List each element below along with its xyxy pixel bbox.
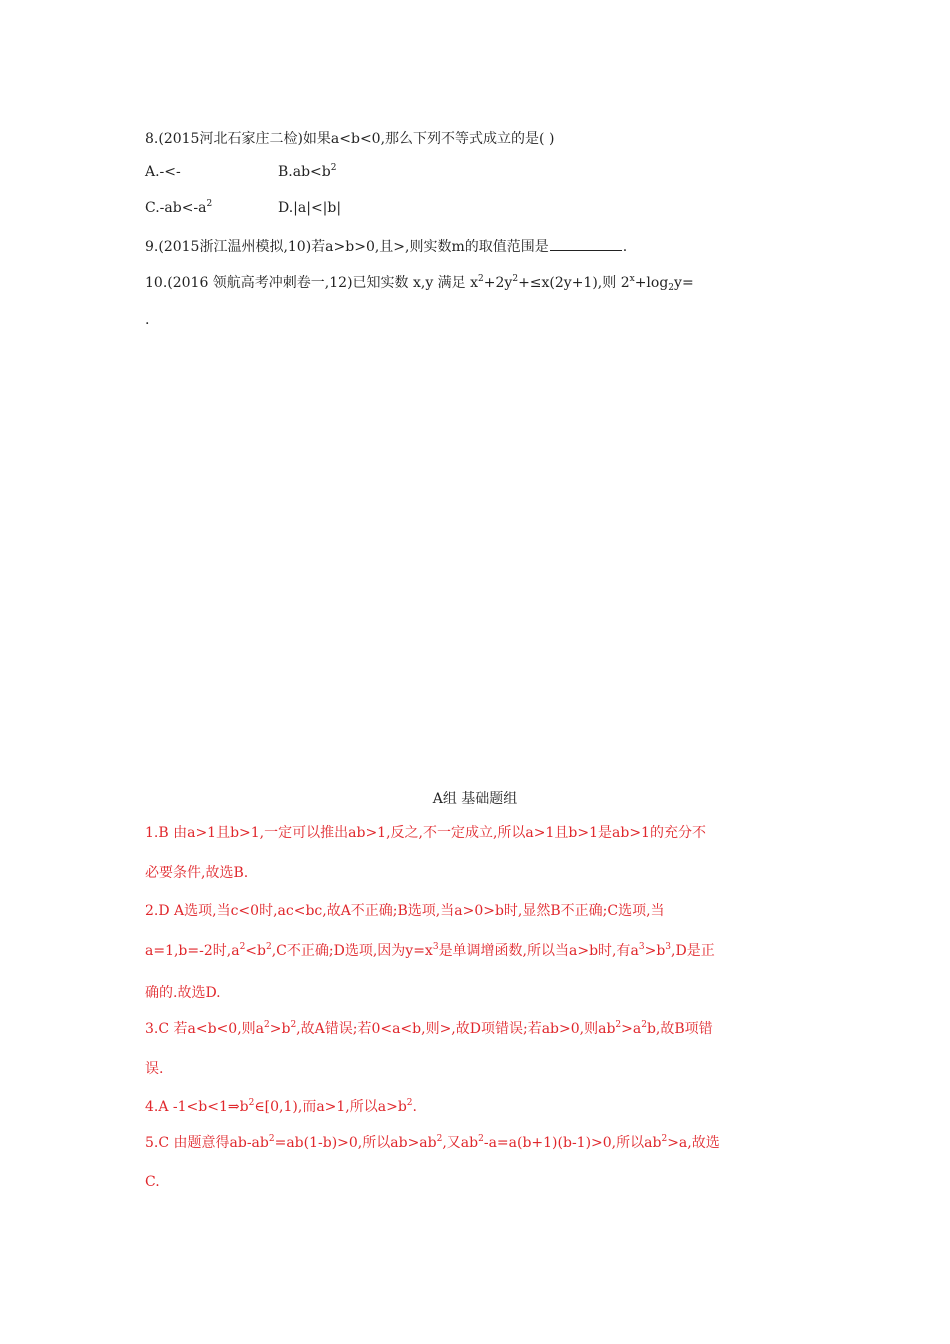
question-8-option-d: D.|a|<|b| xyxy=(278,200,342,216)
answer-2-line2: a=1,b=-2时$,a^2<b^2,C$不正确;D选项,因为$y=x^3$是单调增函数,所以当a>b时,有$a^3>b^3,D$是正 xyxy=(145,942,715,959)
answer-5-line2: C. xyxy=(145,1174,160,1190)
answer-blank xyxy=(550,236,622,251)
question-10-stem: 10.(2016 领航高考冲刺卷一,12)已知实数 x,y 满足 $x^2+2y^2+\le x(2y+1)$,则 $2^x+\log_2y=$ xyxy=(145,274,694,293)
answer-1-line2: 必要条件,故选B. xyxy=(145,865,249,881)
answer-3-line1: 3.C 若a<b<0,则$a^2>b^2$,故A错误;若0<a<b,则>,故D项错误;若ab>0,则$ab^2>a^2b$,故B项错 xyxy=(145,1020,713,1037)
answer-3-line2: 误. xyxy=(145,1061,164,1077)
question-8-option-a: A.-<- xyxy=(145,164,181,180)
answer-1-line1: 1.B 由a>1且b>1,一定可以推出ab>1,反之,不一定成立,所以a>1且b>1是ab>1的充分不 xyxy=(145,825,706,841)
answer-2-line1: 2.D A选项,当c<0时,ac<bc,故A不正确;B选项,当a>0>b时,显然B不正确;C选项,当 xyxy=(145,903,665,919)
question-8-stem: 8.(2015河北石家庄二检)如果a<b<0,那么下列不等式成立的是( ) xyxy=(145,131,555,147)
section-title: A组 基础题组 xyxy=(432,791,518,807)
answer-4: 4.A $-1<b<1\Rightarrow b^2\in[0,1)$,而a>1,所以$a>b^2$. xyxy=(145,1098,417,1115)
answer-2-line3: 确的.故选D. xyxy=(145,985,221,1001)
question-9-stem: 9.(2015浙江温州模拟,10)若a>b>0,且>,则实数m的取值范围是 . xyxy=(145,236,627,256)
question-8-option-c: $C.-ab<-a^2$ xyxy=(145,199,213,216)
question-8-option-b: $B.ab<b^2$ xyxy=(278,163,337,180)
question-10-line2: . xyxy=(145,312,150,328)
answer-5-line1: 5.C 由题意得$ab-ab^2=ab(1-b)>0$,所以$ab>ab^2$,又$ab^2-a=a(b+1)(b-1)>0$,所以$ab^2>a$,故选 xyxy=(145,1134,720,1151)
